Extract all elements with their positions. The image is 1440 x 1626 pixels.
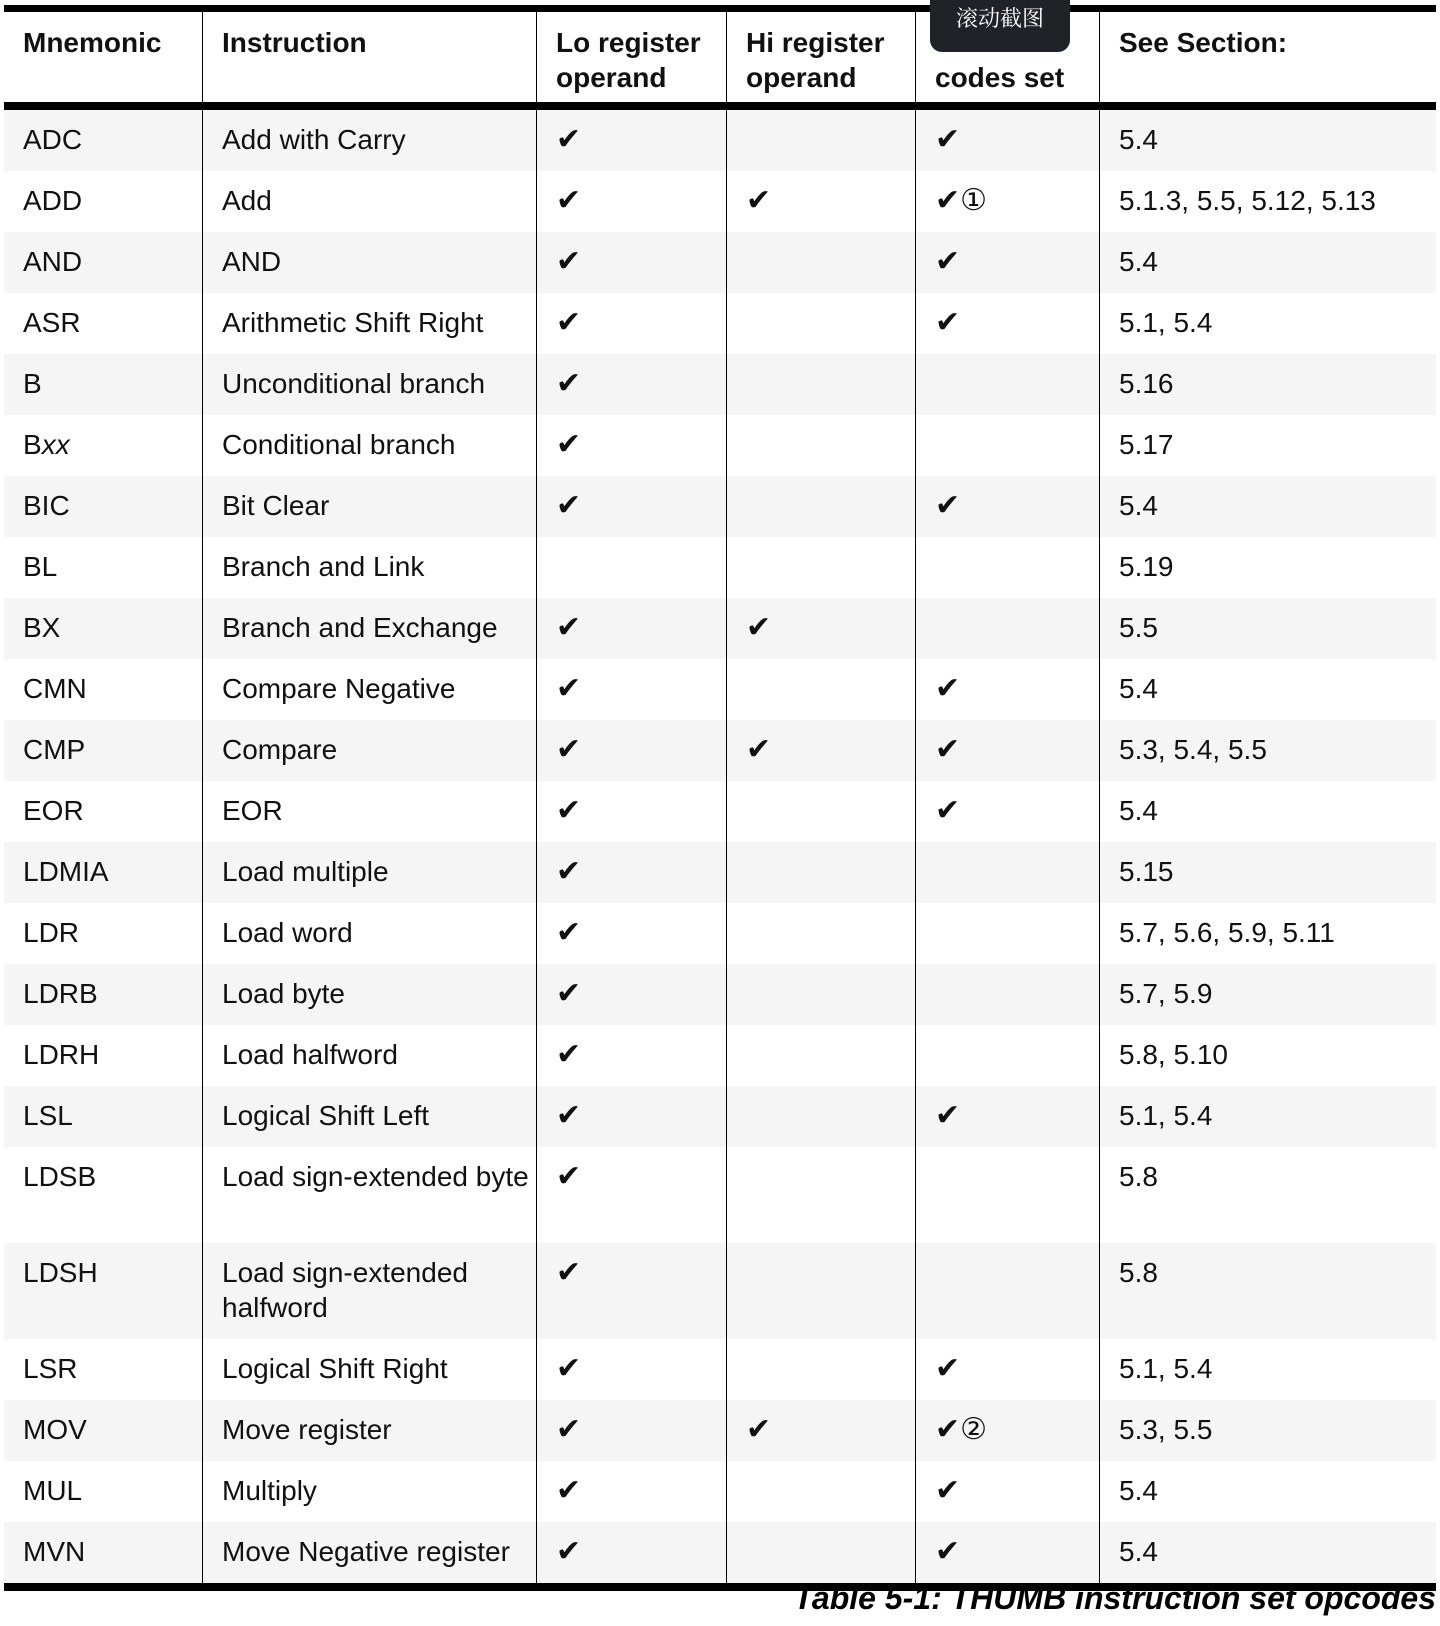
header-condition-codes: codes set — [916, 12, 1100, 102]
table-row — [4, 1400, 1436, 1461]
opcode-table — [4, 5, 1436, 1591]
cell-lo-register: ✔ — [537, 415, 727, 476]
table-row — [4, 964, 1436, 1025]
cell-section: 5.1, 5.4 — [1119, 1100, 1213, 1131]
cell-mnemonic — [4, 293, 203, 354]
cell-mnemonic — [4, 1339, 203, 1400]
mnemonic-text: LDMIA — [23, 856, 109, 887]
cell-condition-codes — [916, 964, 1100, 1025]
cell-condition-codes: ✔ — [916, 1461, 1100, 1522]
cell-instruction: Add with Carry — [203, 110, 537, 171]
cell-mnemonic — [4, 1086, 203, 1147]
cell-section: 5.16 — [1119, 368, 1174, 399]
cell-hi-register: ✔ — [727, 1400, 916, 1461]
cell-mnemonic — [4, 781, 203, 842]
table-caption: Table 5-1: THUMB instruction set opcodes — [793, 1580, 1436, 1616]
cell-lo-register: ✔ — [537, 476, 727, 537]
cell-mnemonic — [4, 415, 203, 476]
mnemonic-text: LSR — [23, 1353, 78, 1384]
cell-condition-codes — [916, 903, 1100, 964]
table-row — [4, 110, 1436, 171]
mnemonic-text: BX — [23, 612, 61, 643]
cell-section: 5.4 — [1119, 1475, 1158, 1506]
cell-instruction: Branch and Link — [203, 537, 537, 598]
cell-lo-register: ✔ — [537, 1243, 727, 1339]
cell-hi-register — [727, 476, 916, 537]
cell-hi-register: ✔ — [727, 598, 916, 659]
cell-lo-register: ✔ — [537, 1339, 727, 1400]
cell-instruction: Logical Shift Right — [203, 1339, 537, 1400]
mnemonic-text: B — [23, 429, 42, 460]
cell-mnemonic — [4, 1461, 203, 1522]
cell-mnemonic — [4, 1025, 203, 1086]
cell-section: 5.4 — [1119, 246, 1158, 277]
cell-mnemonic — [4, 476, 203, 537]
cell-section: 5.19 — [1119, 551, 1174, 582]
mnemonic-text: LDR — [23, 917, 80, 948]
cell-condition-codes: ✔ — [916, 1339, 1100, 1400]
mnemonic-text: LDSH — [23, 1257, 98, 1288]
cell-hi-register — [727, 1339, 916, 1400]
table-row — [4, 598, 1436, 659]
cell-lo-register: ✔ — [537, 659, 727, 720]
cell-lo-register: ✔ — [537, 1461, 727, 1522]
scroll-screenshot-button[interactable]: 滚动截图 — [930, 0, 1070, 52]
cell-instruction: Load byte — [203, 964, 537, 1025]
cell-lo-register: ✔ — [537, 232, 727, 293]
cell-lo-register: ✔ — [537, 1522, 727, 1583]
cell-mnemonic — [4, 1147, 203, 1243]
cell-hi-register: ✔ — [727, 171, 916, 232]
cell-condition-codes — [916, 537, 1100, 598]
cell-condition-codes — [916, 415, 1100, 476]
cell-hi-register — [727, 964, 916, 1025]
mnemonic-text: AND — [23, 246, 83, 277]
mnemonic-text: BIC — [23, 490, 70, 521]
table-row — [4, 537, 1436, 598]
cell-section: 5.7, 5.9 — [1119, 978, 1213, 1009]
table-header-row — [4, 12, 1436, 102]
cell-instruction: Move Negative register — [203, 1522, 537, 1583]
cell-hi-register — [727, 1522, 916, 1583]
table-row — [4, 842, 1436, 903]
table-body — [4, 110, 1436, 1583]
cell-mnemonic — [4, 659, 203, 720]
mnemonic-suffix: xx — [41, 429, 70, 460]
cell-condition-codes: ✔ — [916, 1522, 1100, 1583]
cell-instruction: Branch and Exchange — [203, 598, 537, 659]
header-instruction: Instruction — [203, 12, 537, 102]
table-row — [4, 720, 1436, 781]
cell-instruction: Load halfword — [203, 1025, 537, 1086]
cell-lo-register: ✔ — [537, 1025, 727, 1086]
cell-instruction: Unconditional branch — [203, 354, 537, 415]
cell-condition-codes: ✔ — [916, 720, 1100, 781]
cell-instruction: Arithmetic Shift Right — [203, 293, 537, 354]
cell-lo-register: ✔ — [537, 354, 727, 415]
cell-section: 5.4 — [1119, 124, 1158, 155]
cell-mnemonic — [4, 842, 203, 903]
cell-section: 5.7, 5.6, 5.9, 5.11 — [1119, 917, 1335, 948]
cell-condition-codes — [916, 598, 1100, 659]
cell-lo-register: ✔ — [537, 1400, 727, 1461]
cell-lo-register: ✔ — [537, 842, 727, 903]
header-see-section: See Section: — [1119, 27, 1288, 58]
cell-hi-register — [727, 1086, 916, 1147]
mnemonic-text: MOV — [23, 1414, 87, 1445]
cell-lo-register: ✔ — [537, 598, 727, 659]
cell-hi-register — [727, 537, 916, 598]
cell-condition-codes: ✔ — [916, 1086, 1100, 1147]
cell-instruction: EOR — [203, 781, 537, 842]
mnemonic-text: BL — [23, 551, 58, 582]
mnemonic-text: EOR — [23, 795, 84, 826]
cell-lo-register: ✔ — [537, 781, 727, 842]
cell-lo-register: ✔ — [537, 1147, 727, 1243]
cell-hi-register — [727, 1147, 916, 1243]
cell-lo-register: ✔ — [537, 720, 727, 781]
cell-instruction: Load word — [203, 903, 537, 964]
cell-mnemonic — [4, 354, 203, 415]
cell-instruction: Load sign-extended halfword — [203, 1243, 537, 1339]
cell-mnemonic — [4, 537, 203, 598]
cell-condition-codes — [916, 842, 1100, 903]
table-row — [4, 476, 1436, 537]
table-row — [4, 1147, 1436, 1243]
mnemonic-text: ADD — [23, 185, 83, 216]
table-row — [4, 781, 1436, 842]
table-row — [4, 659, 1436, 720]
cell-hi-register — [727, 293, 916, 354]
table-row — [4, 1086, 1436, 1147]
cell-instruction: AND — [203, 232, 537, 293]
cell-section: 5.17 — [1119, 429, 1174, 460]
cell-condition-codes: ✔ — [916, 476, 1100, 537]
mnemonic-text: ADC — [23, 124, 83, 155]
cell-hi-register — [727, 1461, 916, 1522]
cell-section: 5.8 — [1119, 1161, 1158, 1192]
cell-lo-register: ✔ — [537, 293, 727, 354]
cell-section: 5.4 — [1119, 795, 1158, 826]
table-row — [4, 1243, 1436, 1339]
cell-mnemonic — [4, 720, 203, 781]
mnemonic-text: MUL — [23, 1475, 83, 1506]
mnemonic-text: CMP — [23, 734, 86, 765]
table-row — [4, 903, 1436, 964]
cell-mnemonic — [4, 110, 203, 171]
cell-hi-register — [727, 232, 916, 293]
cell-condition-codes: ✔ — [916, 293, 1100, 354]
table-row — [4, 171, 1436, 232]
cell-section: 5.4 — [1119, 1536, 1158, 1567]
cell-hi-register — [727, 842, 916, 903]
mnemonic-text: LDSB — [23, 1161, 97, 1192]
cell-condition-codes: ✔ — [916, 232, 1100, 293]
table-header-rule — [4, 102, 1436, 110]
cell-condition-codes — [916, 1243, 1100, 1339]
cell-condition-codes — [916, 1147, 1100, 1243]
cell-instruction: Add — [203, 171, 537, 232]
cell-mnemonic — [4, 1522, 203, 1583]
cell-section: 5.1, 5.4 — [1119, 307, 1213, 338]
cell-mnemonic — [4, 1400, 203, 1461]
mnemonic-text: LDRB — [23, 978, 98, 1009]
cell-lo-register: ✔ — [537, 1086, 727, 1147]
table-row — [4, 1025, 1436, 1086]
cell-instruction: Logical Shift Left — [203, 1086, 537, 1147]
cell-mnemonic — [4, 598, 203, 659]
cell-section: 5.5 — [1119, 612, 1158, 643]
cell-instruction: Multiply — [203, 1461, 537, 1522]
cell-instruction: Compare Negative — [203, 659, 537, 720]
cell-section: 5.3, 5.5 — [1119, 1414, 1213, 1445]
cell-condition-codes — [916, 1025, 1100, 1086]
cell-condition-codes: ✔① — [916, 171, 1100, 232]
cell-section: 5.8, 5.10 — [1119, 1039, 1228, 1070]
cell-lo-register: ✔ — [537, 171, 727, 232]
cell-mnemonic — [4, 232, 203, 293]
cell-condition-codes: ✔ — [916, 781, 1100, 842]
cell-condition-codes: ✔ — [916, 110, 1100, 171]
cell-instruction: Bit Clear — [203, 476, 537, 537]
table-row — [4, 232, 1436, 293]
cell-section: 5.4 — [1119, 673, 1158, 704]
table-row — [4, 1461, 1436, 1522]
cell-section: 5.1.3, 5.5, 5.12, 5.13 — [1119, 185, 1376, 216]
mnemonic-text: LDRH — [23, 1039, 100, 1070]
mnemonic-text: LSL — [23, 1100, 73, 1131]
cell-condition-codes: ✔② — [916, 1400, 1100, 1461]
table-row — [4, 1339, 1436, 1400]
cell-section: 5.15 — [1119, 856, 1174, 887]
table-row — [4, 293, 1436, 354]
table-row — [4, 354, 1436, 415]
table-top-rule — [4, 5, 1436, 12]
header-lo-register: Lo register operand — [537, 12, 727, 102]
mnemonic-text: MVN — [23, 1536, 86, 1567]
cell-mnemonic — [4, 964, 203, 1025]
cell-instruction: Compare — [203, 720, 537, 781]
cell-hi-register — [727, 1025, 916, 1086]
cell-lo-register: ✔ — [537, 110, 727, 171]
cell-mnemonic — [4, 903, 203, 964]
header-mnemonic: Mnemonic — [4, 12, 203, 102]
mnemonic-text: ASR — [23, 307, 81, 338]
cell-condition-codes — [916, 354, 1100, 415]
cell-hi-register — [727, 659, 916, 720]
cell-hi-register — [727, 354, 916, 415]
cell-mnemonic — [4, 171, 203, 232]
cell-section: 5.8 — [1119, 1257, 1158, 1288]
cell-hi-register — [727, 781, 916, 842]
cell-section: 5.1, 5.4 — [1119, 1353, 1213, 1384]
cell-instruction: Load multiple — [203, 842, 537, 903]
table-row — [4, 1522, 1436, 1583]
cell-hi-register: ✔ — [727, 720, 916, 781]
cell-lo-register: ✔ — [537, 903, 727, 964]
cell-instruction: Conditional branch — [203, 415, 537, 476]
cell-section: 5.3, 5.4, 5.5 — [1119, 734, 1267, 765]
table-row — [4, 415, 1436, 476]
cell-lo-register — [537, 537, 727, 598]
header-hi-register: Hi register operand — [727, 12, 916, 102]
cell-lo-register: ✔ — [537, 964, 727, 1025]
cell-mnemonic — [4, 1243, 203, 1339]
cell-condition-codes: ✔ — [916, 659, 1100, 720]
cell-hi-register — [727, 903, 916, 964]
cell-hi-register — [727, 1243, 916, 1339]
cell-hi-register — [727, 415, 916, 476]
cell-hi-register — [727, 110, 916, 171]
mnemonic-text: B — [23, 368, 42, 399]
mnemonic-text: CMN — [23, 673, 87, 704]
cell-instruction: Move register — [203, 1400, 537, 1461]
cell-instruction: Load sign-extended byte — [203, 1147, 537, 1243]
cell-section: 5.4 — [1119, 490, 1158, 521]
